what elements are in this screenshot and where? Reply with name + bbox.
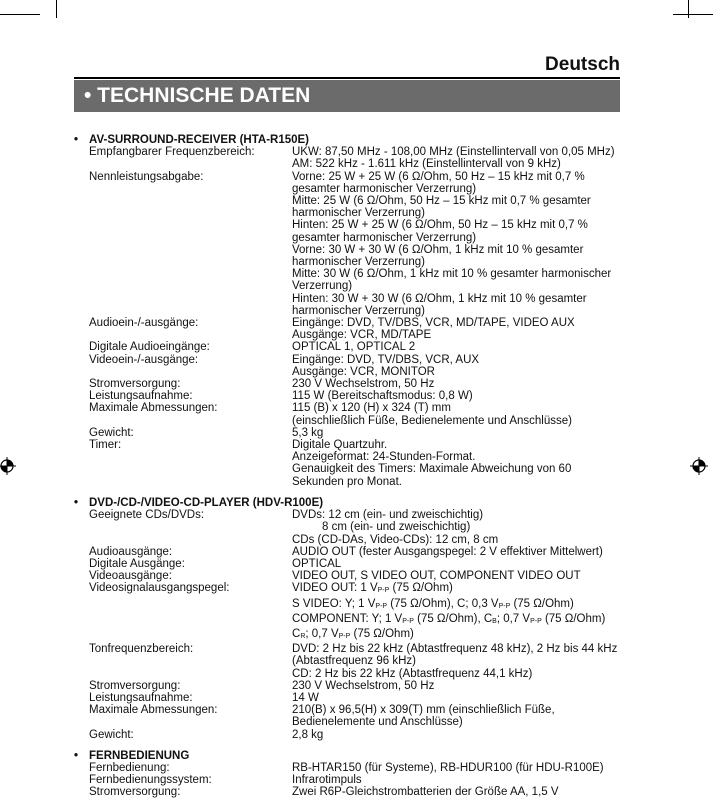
spec-row: Audioein-/-ausgänge: Eingänge: DVD, TV/DBS, VCR, MD/TAPE, VIDEO AUX Ausgänge: VCR, MD/TAPE — [89, 317, 575, 342]
spec-row: Gewicht: 5,3 kg — [89, 426, 324, 439]
spec-row: Maximale Abmessungen: 115 (B) x 120 (H) x 324 (T) mm (einschließlich Füße, Bedienelemente und Anschlüsse) — [89, 402, 572, 427]
spec-row: Timer: Digitale Quartzuhr. Anzeigeformat: 24-Stunden-Format. Genauigkeit des Timers: Maximale Abweichung von 60 Sekunden pro Monat. — [89, 439, 572, 488]
registration-mark-icon — [0, 457, 16, 475]
spec-row: Audioausgänge: AUDIO OUT (fester Ausgangspegel: 2 V effektiver Mittelwert) — [89, 545, 603, 558]
section-title: • AV-SURROUND-RECEIVER (HTA-R150E) — [74, 134, 310, 146]
spec-section-remote — [74, 750, 634, 799]
spec-row: Empfangbarer Frequenzbereich: UKW: 87,50 MHz - 108,00 MHz (Einstellintervall von 0,05 MHz) AM: 522 kHz - 1.611 kHz (Einstellintervall von 9 kHz) — [89, 146, 615, 171]
spec-row: Fernbedienungssystem: Infrarotimpuls — [89, 774, 362, 787]
bullet-icon: • — [74, 496, 79, 509]
crop-mark — [0, 14, 40, 15]
spec-row: Stromversorgung: 230 V Wechselstrom, 50 Hz — [89, 679, 435, 692]
spec-row: Videoein-/-ausgänge: Eingänge: DVD, TV/DBS, VCR, AUX Ausgänge: VCR, MONITOR — [89, 353, 480, 378]
spec-row: Digitale Ausgänge: OPTICAL — [89, 557, 342, 570]
header-rule — [74, 77, 620, 79]
spec-row: Leistungsaufnahme: 115 W (Bereitschaftsmodus: 0,8 W) — [89, 390, 473, 403]
spec-row: Tonfrequenzbereich: DVD: 2 Hz bis 22 kHz (Abtastfrequenz 48 kHz), 2 Hz bis 44 kHz (Abtastfrequenz 96 kHz) CD: 2 Hz bis 22 kHz (Abtastfrequenz 44,1 kHz) — [89, 643, 618, 680]
crop-mark — [688, 0, 689, 18]
spec-row: Videoausgänge: VIDEO OUT, S VIDEO OUT, COMPONENT VIDEO OUT — [89, 570, 581, 583]
spec-section-receiver — [74, 134, 634, 488]
registration-mark-icon — [690, 457, 708, 475]
spec-row: Videosignalausgangspegel: VIDEO OUT: 1 $V_{P-P}$ (75 Ω/Ohm) S VIDEO: Y; 1 $V_{P-P}$ (75 Ω/Ohm), C; 0,3 $V_{P-P}$ (75 Ω/Ohm) COMPONENT: Y; 1 $V_{P-P}$ (75 Ω/Ohm), $C_B$; 0,7 $V_{P-P}$ (75 Ω/Ohm) $C_R$; 0,7 $V_{P-P}$ (75 Ω/Ohm) — [89, 582, 606, 640]
spec-row: Geeignete CDs/DVDs: DVDs: 12 cm (ein- und zweischichtig) 8 cm (ein- und zweischichtig) CDs (CD-DAs, Video-CDs): 12 cm, 8 cm — [89, 509, 499, 546]
spec-row: Fernbedienung: RB-HTAR150 (für Systeme), RB-HDUR100 (für HDU-R100E) — [89, 761, 604, 774]
spec-row: Leistungsaufnahme: 14 W — [89, 691, 319, 704]
language-label: Deutsch — [545, 54, 620, 75]
spec-row: Maximale Abmessungen: 210(B) x 96,5(H) x 309(T) mm (einschließlich Füße, Bedienelemente und Anschlüsse) — [89, 704, 555, 729]
crop-mark — [673, 14, 713, 15]
spec-row: Stromversorgung: 230 V Wechselstrom, 50 Hz — [89, 378, 435, 391]
section-title: • DVD-/CD-/VIDEO-CD-PLAYER (HDV-R100E) — [74, 496, 324, 509]
spec-row: Digitale Audioeingänge: OPTICAL 1, OPTICAL 2 — [89, 341, 416, 354]
bullet-icon: • — [74, 134, 79, 146]
section-title: • FERNBEDIENUNG — [74, 749, 190, 762]
spec-row: Gewicht: 2,8 kg — [89, 728, 324, 741]
page-title: • TECHNISCHE DATEN — [74, 80, 620, 112]
bullet-icon: • — [74, 749, 79, 762]
crop-mark — [56, 0, 57, 18]
spec-content — [74, 134, 634, 808]
spec-row: Nennleistungsabgabe: Vorne: 25 W + 25 W (6 Ω/Ohm, 50 Hz – 15 kHz mit 0,7 % gesamter harmonischer Verzerrung) Mitte: 25 W (6 Ω/Ohm, 50 Hz – 15 kHz mit 0,7 % gesamter harmonischer Verzerrung) Hinten: 25 W + 25 W (6 Ω/Ohm, 50 Hz – 15 kHz mit 0,7 % gesamter harmonischer Verzerrung) Vorne: 30 W + 30 W (6 Ω/Ohm, 1 kHz mit 10 % gesamter harmonischer Verzerrung) Mitte: 30 W (6 Ω/Ohm, 1 kHz mit 10 % gesamter harmonischer Verzerrung) Hinten: 30 W + 30 W (6 Ω/Ohm, 1 kHz mit 10 % gesamter harmonischer Verzerrung) — [89, 170, 612, 317]
spec-section-dvd-player — [74, 497, 634, 741]
spec-row: Stromversorgung: Zwei R6P-Gleichstrombatterien der Größe AA, 1,5 V — [89, 786, 559, 799]
